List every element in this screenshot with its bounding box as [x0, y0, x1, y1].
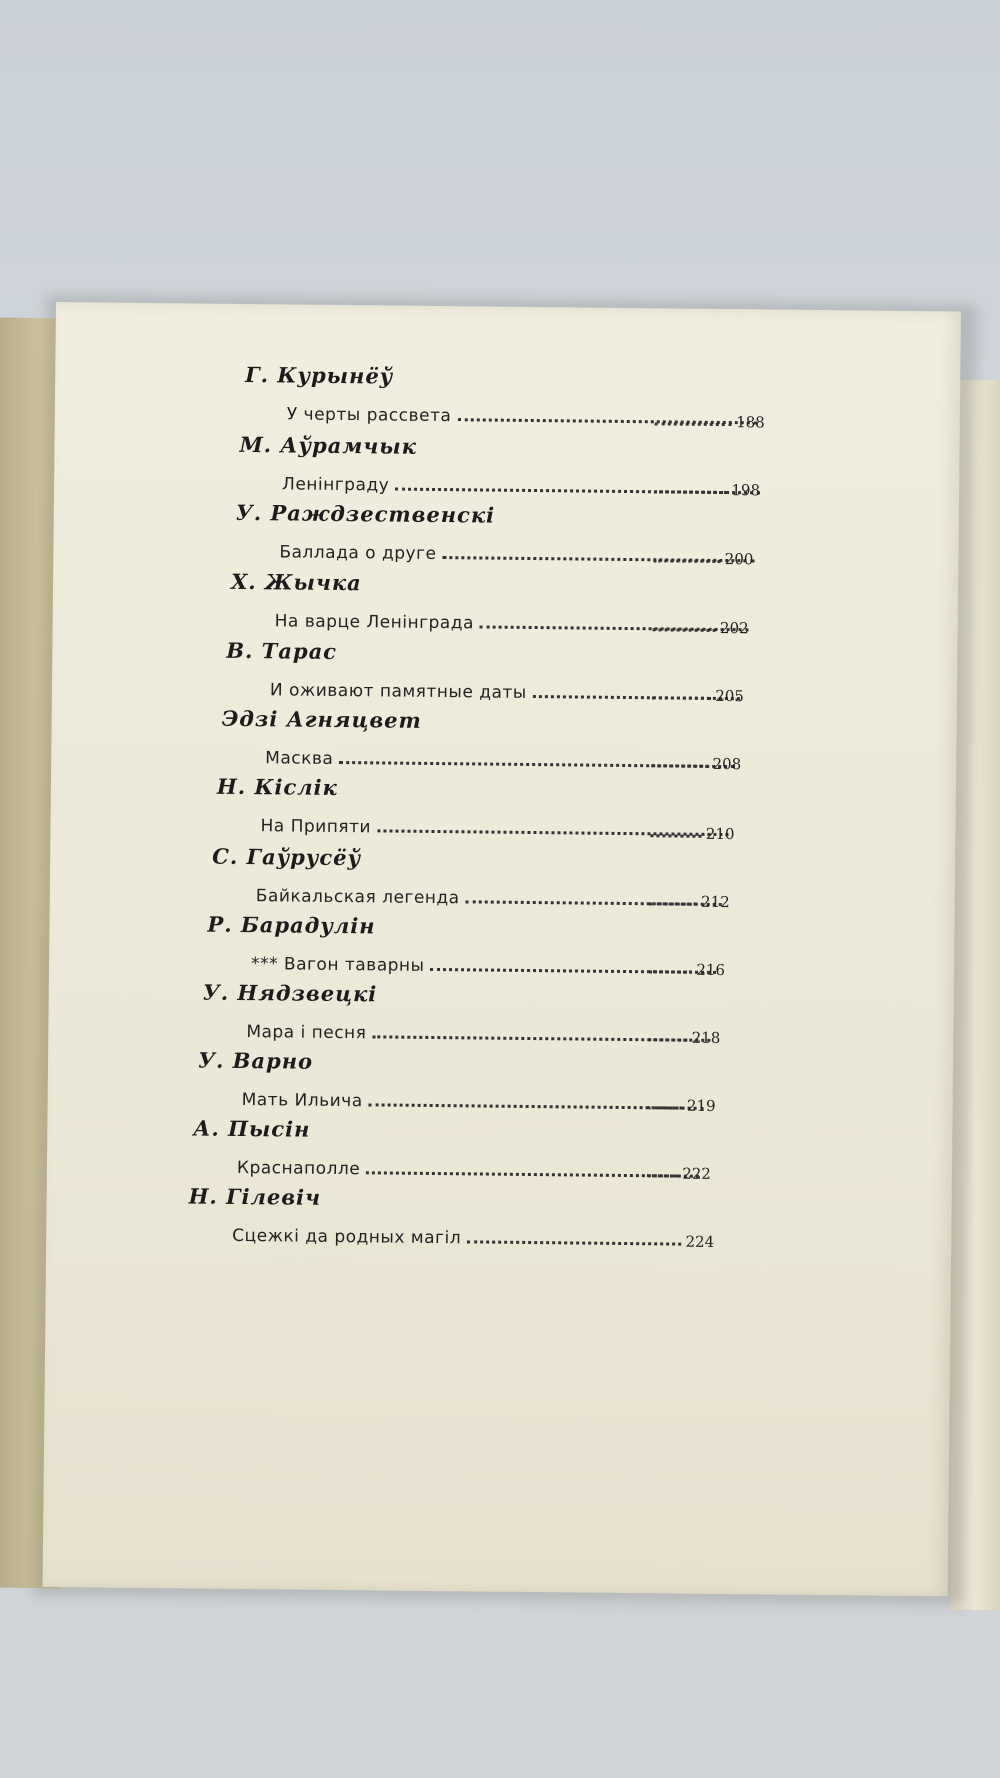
- toc-author: Р. Барадулін: [207, 911, 376, 939]
- toc-title: Сцежкі да родных магіл: [232, 1225, 462, 1249]
- toc-author: У. Нядзвецкі: [202, 979, 378, 1007]
- toc-title: На Припяти: [260, 816, 372, 838]
- toc-page-number: 212: [701, 892, 730, 912]
- toc-author: В. Тарас: [226, 637, 338, 664]
- toc-title: Краснаполле: [236, 1157, 361, 1180]
- toc-author: Г. Курынёў: [245, 361, 394, 389]
- toc-title: *** Вагон таварны: [250, 954, 425, 976]
- toc-title: Мара і песня: [246, 1022, 367, 1044]
- toc-page-number: 200: [724, 550, 754, 569]
- toc-title: Мать Ильича: [241, 1089, 363, 1112]
- dot-leader: [467, 1240, 681, 1245]
- toc-page-number: 188: [736, 413, 765, 432]
- dot-leader: [648, 1038, 687, 1041]
- toc-page-number: 224: [685, 1232, 715, 1251]
- toc-page-number: 210: [705, 824, 735, 844]
- toc-author: У. Раждзественскі: [235, 499, 496, 528]
- dot-leader: [652, 696, 711, 700]
- toc-author: А. Пысін: [193, 1115, 311, 1142]
- toc-title: На варце Ленінграда: [274, 611, 475, 634]
- toc-author: У. Варно: [197, 1047, 314, 1074]
- dot-leader: [653, 559, 720, 563]
- dot-leader: [648, 1106, 683, 1109]
- toc-page-number: 208: [712, 754, 742, 774]
- toc-page-number: 222: [682, 1164, 711, 1183]
- toc-title: У черты рассвета: [286, 404, 452, 427]
- dot-leader: [653, 628, 716, 632]
- dot-leader: [654, 490, 727, 494]
- dot-leader: [649, 970, 692, 973]
- book-page: [43, 302, 961, 1596]
- toc-author: Н. Кіслік: [216, 773, 338, 800]
- toc-author: Н. Гілевіч: [188, 1183, 322, 1210]
- toc-page-number: 205: [715, 686, 745, 706]
- toc-page-number: 202: [719, 618, 749, 638]
- toc-title: Баллада о друге: [279, 542, 437, 564]
- toc-page-number: 216: [696, 960, 726, 980]
- toc-page-number: 198: [731, 481, 761, 500]
- dot-leader: [650, 902, 697, 905]
- toc-title: Байкальская легенда: [255, 886, 460, 909]
- toc-author: Х. Жычка: [230, 568, 362, 596]
- toc-author: М. Аўрамчык: [239, 431, 418, 459]
- toc-title: Ленінграду: [281, 474, 390, 496]
- toc-author: Эдзі Агняцвет: [221, 705, 422, 733]
- table-of-contents: [43, 302, 961, 1596]
- dot-leader: [651, 764, 708, 768]
- toc-title: Масква: [265, 748, 334, 769]
- toc-page-number: 218: [691, 1028, 721, 1047]
- dot-leader: [650, 834, 701, 838]
- toc-page-number: 219: [686, 1096, 716, 1115]
- dot-leader: [647, 1174, 678, 1177]
- dot-leader: [655, 422, 732, 426]
- toc-author: С. Гаўрусёў: [212, 843, 362, 871]
- toc-title: И оживают памятные даты: [269, 680, 527, 703]
